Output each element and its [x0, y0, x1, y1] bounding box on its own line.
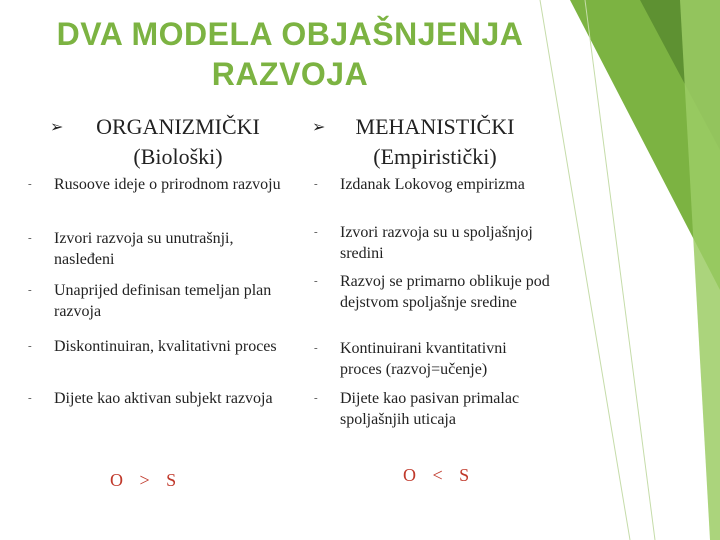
right-heading-line-1: MEHANISTIČKI — [355, 114, 515, 139]
right-list-item — [314, 222, 550, 264]
left-heading-line-2: (Biološki) — [133, 144, 223, 169]
arrow-bullet-icon: ➢ — [50, 117, 64, 136]
left-heading-line-1: ORGANIZMIČKI — [96, 114, 260, 139]
dash-bullet-icon: - — [314, 178, 318, 190]
left-list-item — [28, 174, 284, 195]
deco-strip-light — [680, 0, 720, 540]
right-list-item — [314, 388, 550, 430]
left-item-text: Izvori razvoja su unutrašnji, nasleđeni — [54, 230, 234, 268]
left-list-item — [28, 280, 284, 322]
dash-bullet-icon: - — [28, 392, 32, 404]
dash-bullet-icon: - — [28, 340, 32, 352]
right-column-heading — [312, 112, 532, 172]
left-list-item — [28, 228, 284, 270]
left-formula: O > S — [110, 470, 183, 490]
left-column-heading — [50, 112, 286, 172]
dash-bullet-icon: - — [314, 392, 318, 404]
right-list-item — [314, 271, 550, 313]
left-list-item — [28, 336, 284, 357]
dash-bullet-icon: - — [28, 232, 32, 244]
right-item-text: Kontinuirani kvantitativni proces (razvoj=učenje) — [340, 340, 507, 378]
right-item-text: Izdanak Lokovog empirizma — [340, 176, 525, 193]
right-formula: O < S — [403, 465, 476, 485]
arrow-bullet-icon: ➢ — [312, 117, 326, 136]
right-heading-line-2: (Empiristički) — [373, 144, 497, 169]
dash-bullet-icon: - — [314, 226, 318, 238]
slide-title — [20, 14, 560, 94]
dash-bullet-icon: - — [28, 284, 32, 296]
left-list-item — [28, 388, 284, 409]
title-line-2: RAZVOJA — [211, 56, 369, 92]
right-list-item — [314, 338, 550, 380]
dash-bullet-icon: - — [28, 178, 32, 190]
left-item-text: Diskontinuiran, kvalitativni proces — [54, 338, 277, 355]
left-item-text: Dijete kao aktivan subjekt razvoja — [54, 390, 273, 407]
dash-bullet-icon: - — [314, 275, 318, 287]
right-item-text: Dijete kao pasivan primalac spoljašnjih uticaja — [340, 390, 520, 428]
dash-bullet-icon: - — [314, 342, 318, 354]
left-item-text: Unaprijed definisan temeljan plan razvoja — [54, 282, 272, 320]
right-list-item — [314, 174, 550, 195]
left-item-text: Rusoove ideje o prirodnom razvoju — [54, 176, 281, 193]
title-line-1: DVA MODELA OBJAŠNJENJA — [56, 16, 524, 52]
right-item-text: Razvoj se primarno oblikuje pod dejstvom spoljašnje sredine — [340, 273, 550, 311]
right-item-text: Izvori razvoja su u spoljašnjoj sredini — [340, 224, 533, 262]
